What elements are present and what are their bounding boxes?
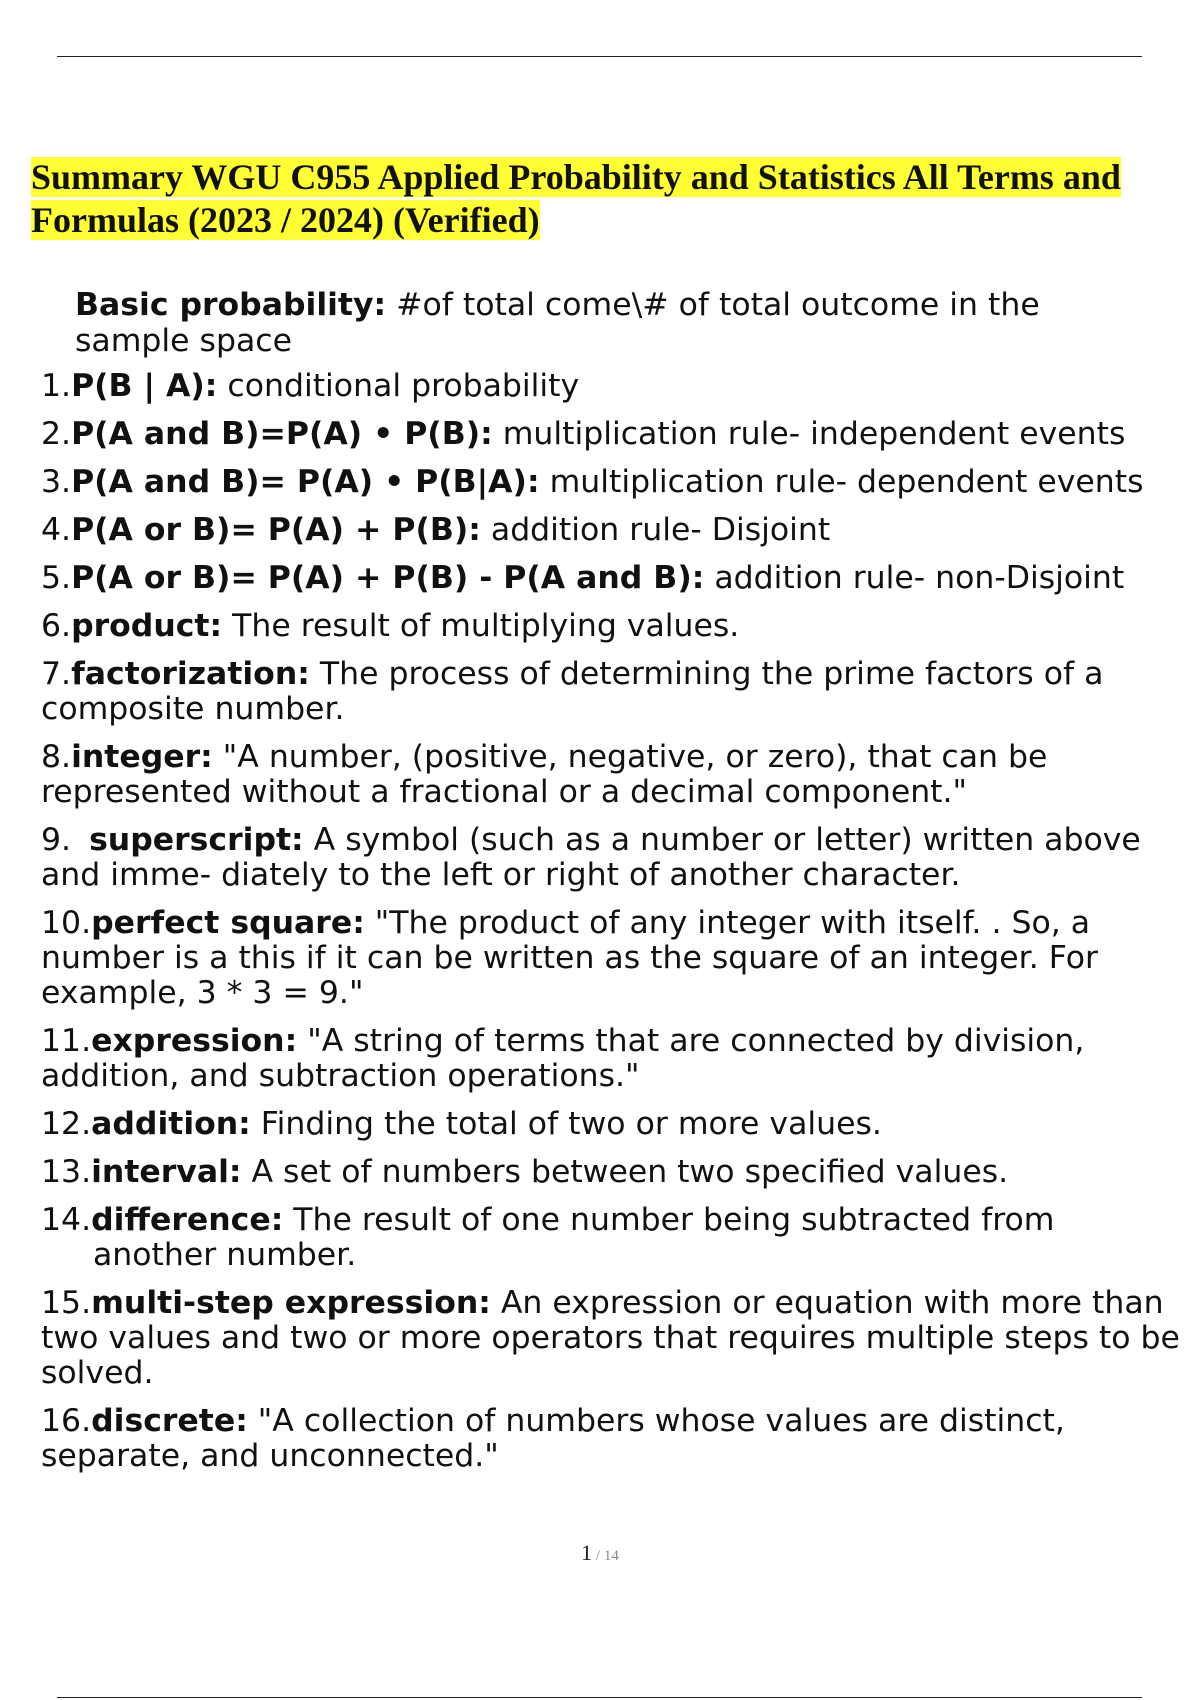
item-term: factorization: bbox=[71, 656, 310, 692]
list-item bbox=[0, 369, 1200, 404]
highlighted-title-text: Summary WGU C955 Applied Probability and Statistics All Terms and Formulas (2023 / 2024) (Verified) bbox=[31, 157, 1121, 240]
item-definition: The process of determining the prime factors of a composite number. bbox=[41, 656, 1104, 727]
item-definition: A symbol (such as a number or letter) written above and imme- diately to the left or right of another character. bbox=[41, 822, 1141, 893]
item-definition: "A collection of numbers whose values are distinct, separate, and unconnected." bbox=[41, 1403, 1065, 1474]
list-item bbox=[0, 1024, 1200, 1094]
item-number: 12. bbox=[41, 1106, 92, 1142]
item-number: 5. bbox=[41, 560, 72, 596]
item-number: 3. bbox=[41, 464, 72, 500]
list-item bbox=[0, 417, 1200, 452]
list-item bbox=[0, 1107, 1200, 1142]
item-definition: addition rule- non-Disjoint bbox=[704, 560, 1125, 596]
item-term: P(B | A): bbox=[71, 368, 218, 404]
item-number: 1. bbox=[41, 368, 72, 404]
item-term: expression: bbox=[91, 1023, 298, 1059]
list-item bbox=[0, 1286, 1200, 1391]
item-number: 6. bbox=[41, 608, 72, 644]
item-number: 8. bbox=[41, 739, 72, 775]
item-term: P(A or B)= P(A) + P(B) - P(A and B): bbox=[71, 560, 705, 596]
list-item bbox=[0, 465, 1200, 500]
item-definition: The result of one number being subtracted from another number. bbox=[93, 1202, 1055, 1273]
item-definition: An expression or equation with more than two values and two or more operators that requires multiple steps to be solved. bbox=[41, 1285, 1180, 1391]
item-number: 14. bbox=[41, 1202, 92, 1238]
item-number: 2. bbox=[41, 416, 72, 452]
item-term: P(A and B)= P(A) • P(B|A): bbox=[71, 464, 540, 500]
item-definition: "A number, (positive, negative, or zero), that can be represented without a fractional or a decimal component." bbox=[41, 739, 1048, 810]
page-indicator bbox=[0, 1540, 1200, 1566]
item-number: 16. bbox=[41, 1403, 92, 1439]
item-definition: conditional probability bbox=[217, 368, 580, 404]
item-definition: "The product of any integer with itself. . So, a number is a this if it can be written as the square of an integer. For example, 3 * 3 = 9." bbox=[41, 905, 1098, 1011]
top-divider bbox=[57, 56, 1142, 57]
item-number: 4. bbox=[41, 512, 72, 548]
list-item bbox=[0, 740, 1200, 810]
intro-definition bbox=[0, 287, 1200, 359]
item-term: difference: bbox=[91, 1202, 284, 1238]
item-definition: Finding the total of two or more values. bbox=[250, 1106, 882, 1142]
item-definition: multiplication rule- independent events bbox=[492, 416, 1126, 452]
list-item bbox=[0, 906, 1200, 1011]
item-term: product: bbox=[71, 608, 223, 644]
item-number: 10. bbox=[41, 905, 92, 941]
item-term: P(A or B)= P(A) + P(B): bbox=[71, 512, 481, 548]
list-item bbox=[0, 1203, 1200, 1273]
list-item bbox=[0, 1155, 1200, 1190]
item-definition: multiplication rule- dependent events bbox=[539, 464, 1144, 500]
item-term: addition: bbox=[91, 1106, 251, 1142]
document-body bbox=[0, 287, 1200, 1487]
item-number: 9. bbox=[41, 822, 72, 858]
item-term: multi-step expression: bbox=[91, 1285, 491, 1321]
item-term: integer: bbox=[71, 739, 213, 775]
list-item bbox=[0, 513, 1200, 548]
intro-text: #of total come\# of total outcome in the sample space bbox=[75, 287, 1040, 359]
document-title bbox=[31, 156, 1171, 242]
item-number: 13. bbox=[41, 1154, 92, 1190]
item-definition: "A string of terms that are connected by division, addition, and subtraction operations." bbox=[41, 1023, 1085, 1094]
list-item bbox=[0, 1404, 1200, 1474]
bottom-divider bbox=[57, 1697, 1142, 1698]
terms-list bbox=[0, 369, 1200, 1474]
intro-term: Basic probability: bbox=[75, 287, 387, 323]
list-item bbox=[0, 609, 1200, 644]
list-item bbox=[0, 657, 1200, 727]
item-term: superscript: bbox=[89, 822, 304, 858]
list-item bbox=[0, 561, 1200, 596]
item-term: discrete: bbox=[91, 1403, 248, 1439]
item-term: interval: bbox=[91, 1154, 242, 1190]
list-item bbox=[0, 823, 1200, 893]
item-term: perfect square: bbox=[91, 905, 365, 941]
item-definition: The result of multiplying values. bbox=[222, 608, 740, 644]
item-definition: addition rule- Disjoint bbox=[480, 512, 831, 548]
item-number: 7. bbox=[41, 656, 72, 692]
item-number: 11. bbox=[41, 1023, 92, 1059]
item-term: P(A and B)=P(A) • P(B): bbox=[71, 416, 493, 452]
total-pages: / 14 bbox=[592, 1548, 619, 1564]
item-definition: A set of numbers between two specified values. bbox=[241, 1154, 1009, 1190]
item-number: 15. bbox=[41, 1285, 92, 1321]
current-page: 1 bbox=[581, 1540, 593, 1565]
